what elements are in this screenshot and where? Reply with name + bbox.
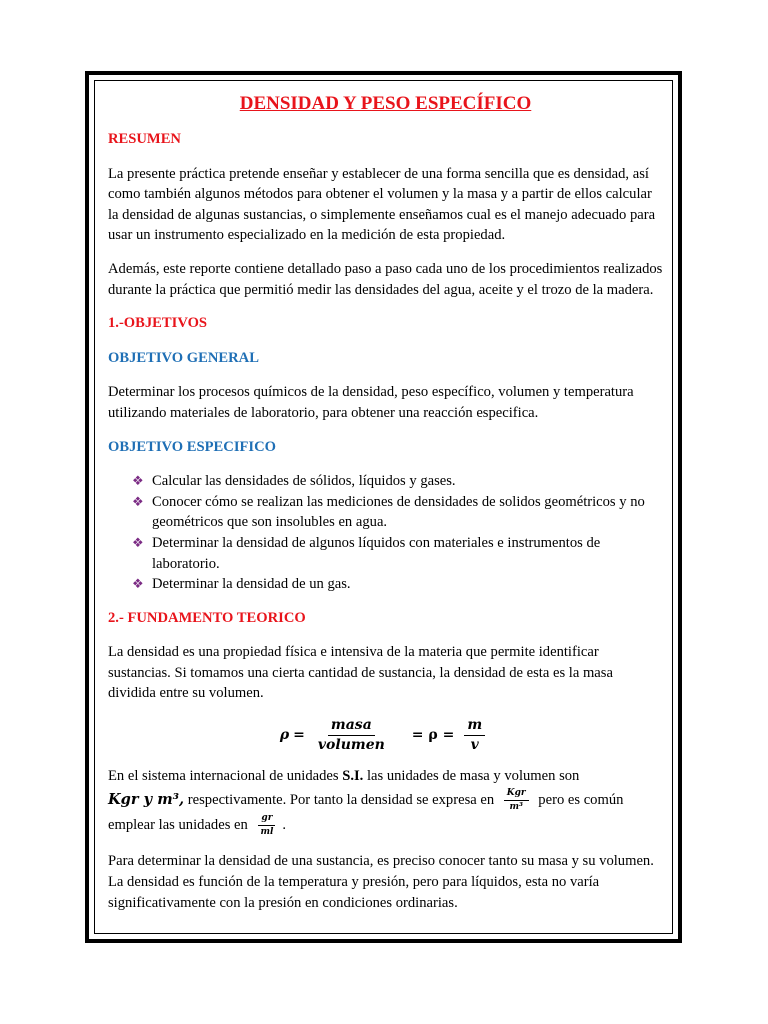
diamond-bullet-icon: ❖ [132,493,144,509]
fraction-numerator: Kgr [504,788,529,801]
units-text: En el sistema internacional de unidades [108,768,343,785]
list-item-text: Determinar la densidad de un gas. [152,576,351,593]
units-paragraph [108,764,663,838]
fraction-numerator: m [464,717,485,736]
objetivo-general-heading: OBJETIVO GENERAL [108,349,259,366]
objetivo-especifico-list [108,471,663,595]
fraction-denominator: m³ [509,802,523,813]
units-text: . [282,817,287,834]
diamond-bullet-icon: ❖ [132,534,144,550]
list-item [108,471,663,492]
unit-fraction-gr-ml [257,813,276,838]
diamond-bullet-icon: ❖ [132,576,144,592]
fraction-denominator: ml [260,827,274,838]
formula-equals: = [293,727,305,744]
fraction-denominator: volumen [317,737,385,754]
objetivo-especifico-heading: OBJETIVO ESPECIFICO [108,438,276,455]
list-item-text: Calcular las densidades de sólidos, líquidos y gases. [152,473,456,490]
formula-rho: ρ [279,727,290,744]
objetivo-general-text: Determinar los procesos químicos de la densidad, peso específico, volumen y temperatura utilizando materiales de laboratorio, para obtener una reacción especifica. [108,384,634,421]
list-item-text: Determinar la densidad de algunos líquidos con materiales e instrumentos de laboratorio. [152,534,601,572]
units-text: pero es común emplear las unidades en [108,792,624,834]
formula-fraction-m-v [464,717,485,754]
fraction-numerator: masa [328,717,375,736]
list-item [108,492,663,533]
list-item [108,533,663,574]
density-formula [108,717,663,754]
list-item-text: Conocer cómo se realizan las mediciones de densidades de solidos geométricos y no geométricos que son insolubles en agua. [152,493,645,531]
objetivos-heading: 1.-OBJETIVOS [108,315,208,332]
resumen-paragraph-1: La presente práctica pretende enseñar y establecer de una forma sencilla que es densidad, así como también algunos métodos para obtener el volumen y la masa y a partir de ellos calcular la densidad de algunas sustancias, o simplemente enseñamos cual es el manejo adecuado para usar un instrumento especializado en la medición de esta propiedad. [108,165,656,244]
resumen-paragraph-2: Además, este reporte contiene detallado paso a paso cada uno de los procedimientos realizados durante la práctica que permitió medir las densidades del agua, aceite y el trozo de la madera. [108,260,663,298]
fundamento-heading: 2.- FUNDAMENTO TEORICO [108,609,306,626]
list-item [108,574,663,595]
units-math: Kgr y m³, [108,791,185,809]
si-label: S.I. [342,768,364,785]
document-title: DENSIDAD Y PESO ESPECÍFICO [239,93,532,114]
units-text: las unidades de masa y volumen son [363,768,580,785]
fraction-denominator: v [470,737,479,754]
formula-equals-rho: = ρ = [411,727,455,744]
fundamento-paragraph-1: La densidad es una propiedad física e intensiva de la materia que permite identificar sustancias. Si tomamos una cierta cantidad de sustancia, la densidad de esta es la masa dividida entre su volumen. [108,644,613,702]
fraction-numerator: gr [258,813,275,826]
fundamento-paragraph-3: Para determinar la densidad de una sustancia, es preciso conocer tanto su masa y su volumen. La densidad es función de la temperatura y presión, pero para líquidos, esta no varía significativamente con la presión en condiciones ordinarias. [108,853,654,911]
unit-fraction-kgr-m3 [504,788,529,813]
document-body [108,92,663,926]
units-text: respectivamente. Por tanto la densidad se expresa en [184,792,498,809]
resumen-heading: RESUMEN [108,131,181,147]
formula-fraction-masa-volumen [315,717,388,754]
diamond-bullet-icon: ❖ [132,473,144,489]
